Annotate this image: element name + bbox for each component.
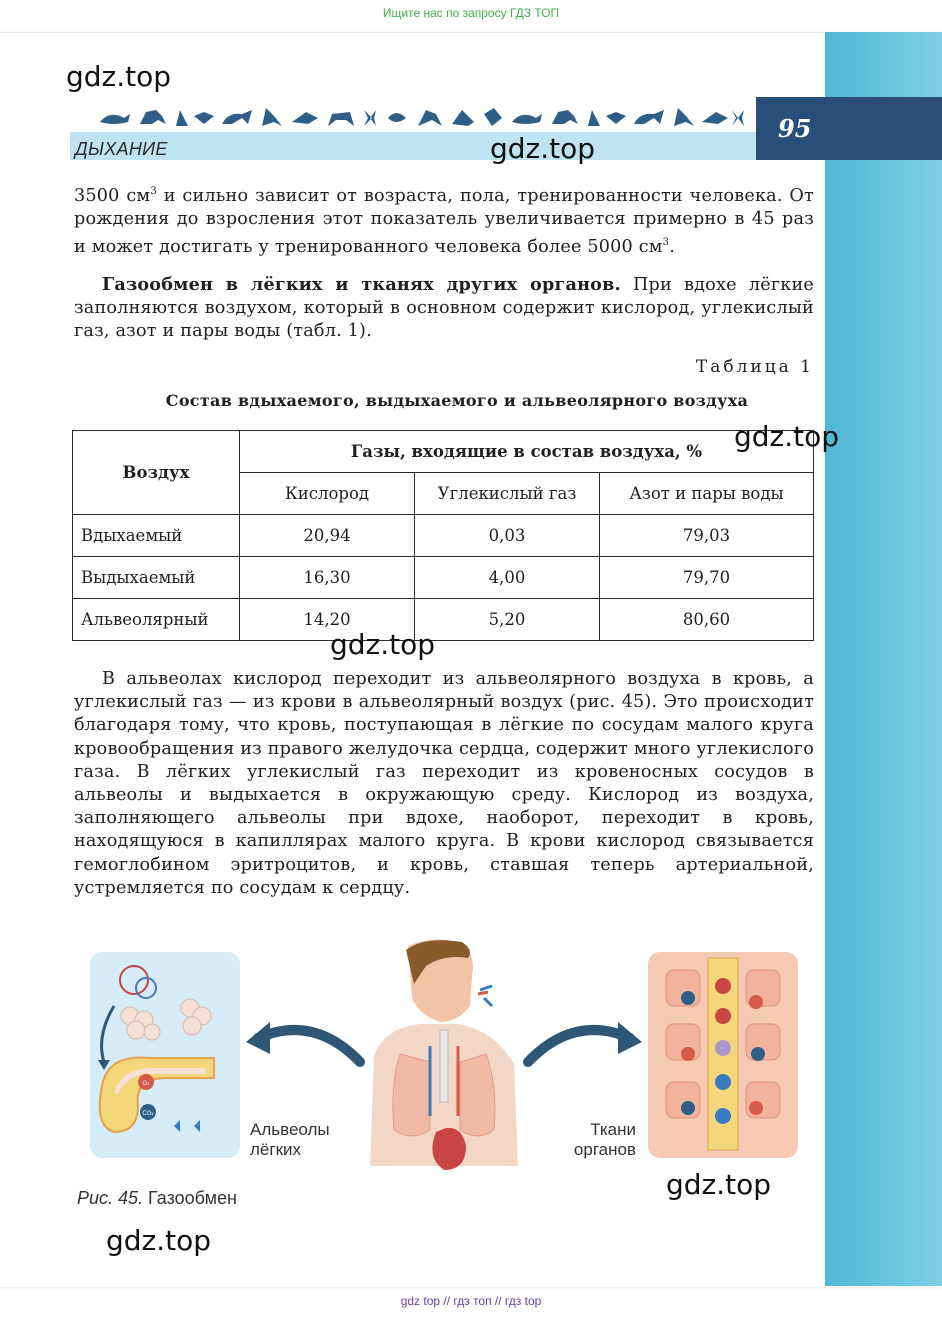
watermark: gdz.top (666, 1168, 772, 1201)
watermark: gdz.top (106, 1224, 212, 1257)
header-nitrogen: Азот и пары воды (600, 473, 814, 515)
label-alveoli-text: Альвеолы лёгких (250, 1120, 330, 1159)
header-oxygen: Кислород (240, 473, 415, 515)
label-tissues (560, 1120, 636, 1160)
figure-number: Рис. 45. (77, 1188, 144, 1208)
gas-exchange-figure (74, 936, 814, 1176)
cell-value: 14,20 (240, 599, 415, 641)
text-fragment: При вдохе лёгкие заполняются воздухом, который в основном содержит кислород, углекислый газ, азот и пары воды (табл. 1). (74, 275, 814, 342)
o2-label: O₂ (142, 1080, 150, 1087)
header-air: Воздух (73, 431, 240, 515)
air-composition-table (72, 430, 814, 641)
bold-heading: Газообмен в лёгких и тканях других органов. (102, 274, 621, 295)
page-number: 95 (778, 114, 812, 143)
row-name: Выдыхаемый (73, 557, 240, 599)
text-fragment: В альвеолах кислород переходит из альвеолярного воздуха в кровь, а углекислый газ — из крови в альвеолярный воздух (рис. 45). Это происходит благодаря тому, что кровь, поступающая в лёгкие по сосудам малого круга кровообращения из правого желудочка сердца, содержит много углекислого газа. В лёгких углекислый газ переходит из кровеносных сосудов в альвеолы и выдыхается в окружающую среду. Кислород из воздуха, заполняющего альвеолы при вдохе, наоборот, переходит в кровь, находящуюся в капиллярах малого круга. В крови кислород связывается гемоглобином эритроцитов, и кровь, ставшая теперь артериальной, устремляется по сосудам к сердцу. (74, 669, 815, 898)
cell-value: 20,94 (240, 515, 415, 557)
arrow-to-alveoli (258, 1030, 360, 1062)
arrow-to-tissues (528, 1030, 630, 1062)
cell-value: 79,03 (600, 515, 814, 557)
alveoli-panel (90, 952, 240, 1158)
figure-caption-text: Газообмен (143, 1188, 237, 1208)
label-tissues-text: Ткани органов (573, 1120, 636, 1159)
table-row (73, 599, 814, 641)
cell-value: 4,00 (415, 557, 600, 599)
superscript: 3 (150, 186, 157, 197)
side-color-strip (825, 32, 942, 1286)
table-row (73, 557, 814, 599)
figure-caption (77, 1188, 237, 1209)
section-header-bar (70, 132, 756, 160)
header-gases-group: Газы, входящие в состав воздуха, % (240, 431, 814, 473)
text-fragment: и сильно зависит от возраста, пола, тренированности человека. От рождения до взросления этот показатель увеличивается примерно в 45 раз и может достигать у тренированного человека более 5000 см (74, 185, 814, 258)
tissue-panel (648, 952, 798, 1158)
human-torso-illustration (370, 939, 518, 1170)
text-fragment: . (669, 237, 676, 258)
cell-value: 79,70 (600, 557, 814, 599)
table-row (73, 515, 814, 557)
cell-value: 5,20 (415, 599, 600, 641)
cell-value: 80,60 (600, 599, 814, 641)
paragraph-gas-exchange-intro (74, 273, 814, 344)
text-fragment: 3500 см (74, 185, 151, 206)
watermark: gdz.top (66, 60, 172, 93)
watermark: gdz.top (330, 628, 436, 661)
header-co2: Углекислый газ (415, 473, 600, 515)
bottom-banner[interactable]: gdz top // гдз топ // гдз top (400, 1294, 542, 1308)
paragraph-lung-capacity (74, 180, 814, 259)
cell-value: 0,03 (415, 515, 600, 557)
indent (74, 275, 102, 295)
superscript: 3 (662, 237, 670, 249)
label-alveoli (250, 1120, 345, 1160)
paragraph-alveoli-exchange (74, 668, 814, 900)
row-name: Альвеолярный (73, 599, 240, 641)
cell-value: 16,30 (240, 557, 415, 599)
row-name: Вдыхаемый (73, 515, 240, 557)
table-title: Состав вдыхаемого, выдыхаемого и альвеолярного воздуха (165, 391, 749, 410)
top-banner[interactable]: Ищите нас по запросу ГДЗ ТОП (382, 6, 560, 20)
watermark: gdz.top (490, 132, 596, 165)
animal-silhouettes-decoration (96, 104, 746, 130)
section-title: ДЫХАНИЕ (75, 139, 168, 159)
table-number-label: Таблица 1 (695, 357, 814, 377)
watermark: gdz.top (734, 420, 840, 453)
indent (74, 669, 102, 689)
co2-label: CO₂ (142, 1110, 154, 1117)
